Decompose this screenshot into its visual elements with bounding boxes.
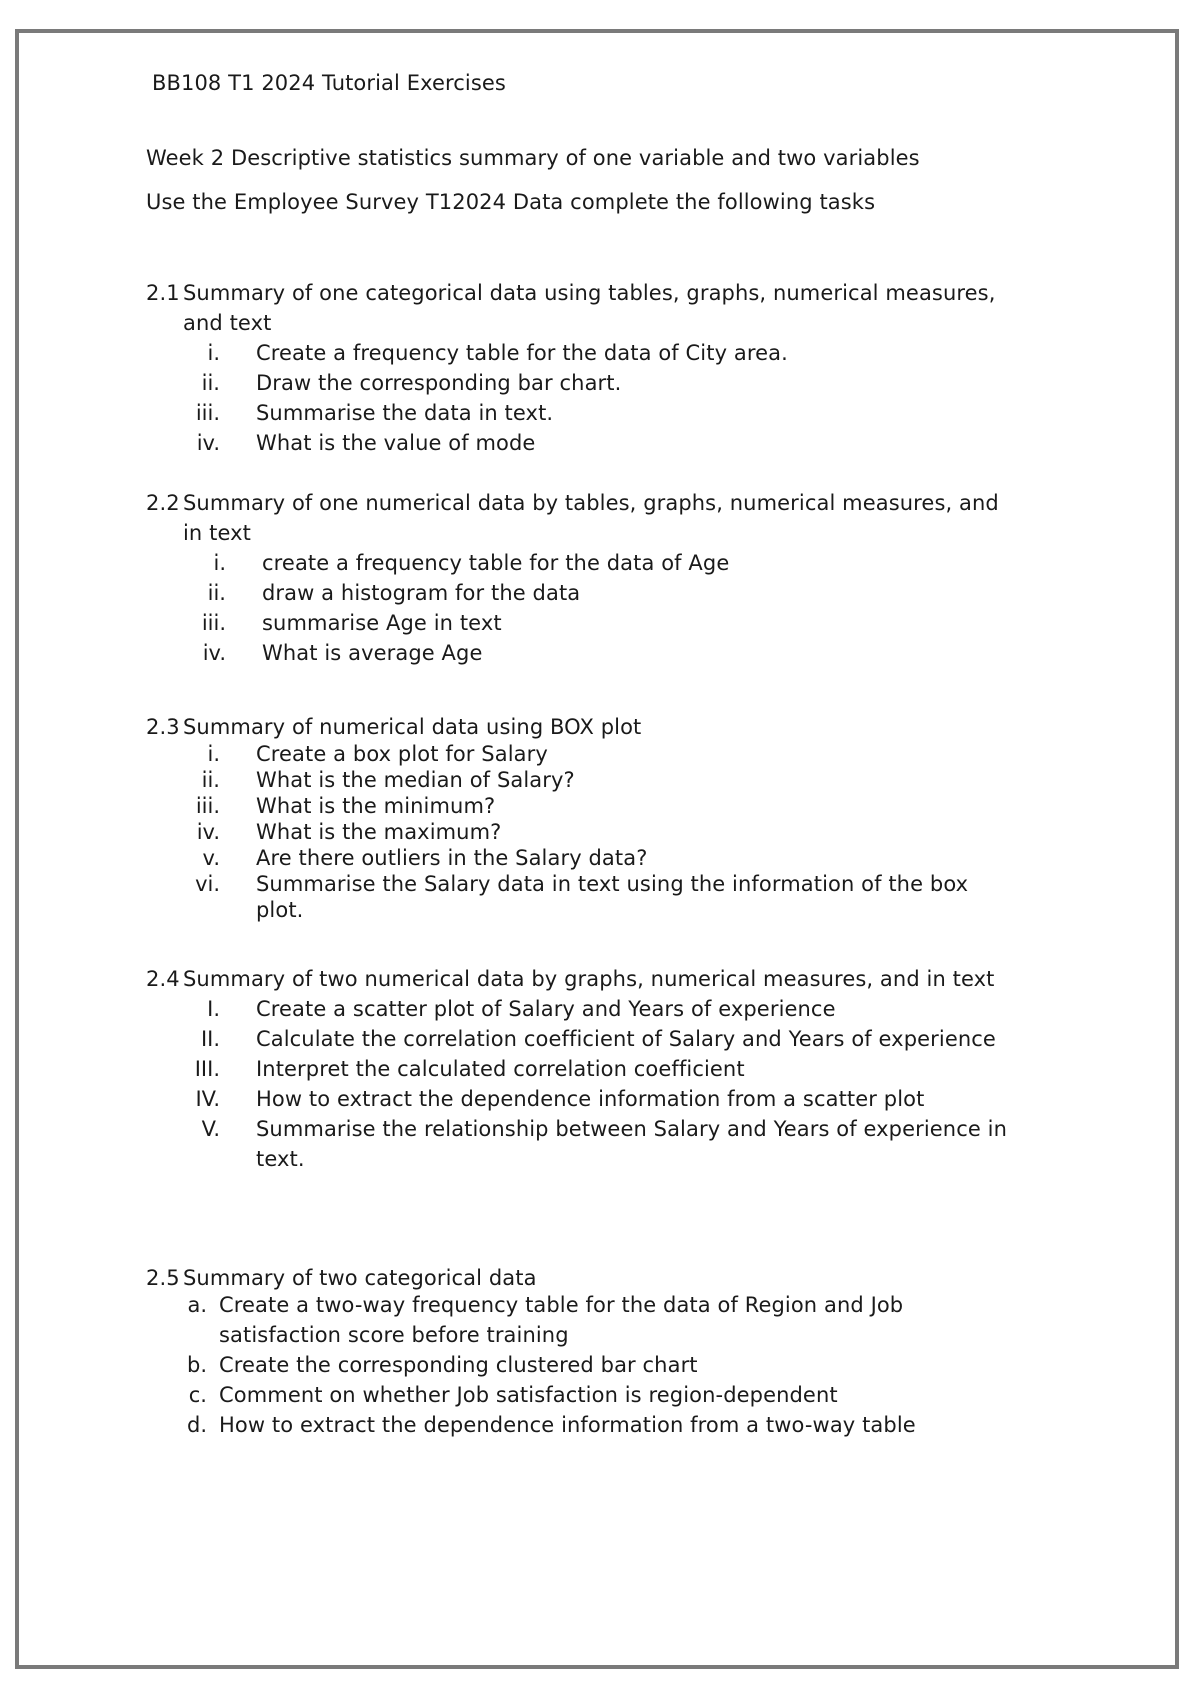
list-item: create a frequency table for the data of Age: [262, 551, 730, 575]
list-item-cont: satisfaction score before training: [219, 1323, 569, 1347]
list-marker: d.: [186, 1413, 207, 1437]
list-item: draw a histogram for the data: [262, 581, 581, 605]
list-item: Calculate the correlation coefficient of Salary and Years of experience: [256, 1027, 996, 1051]
list-item: Create a scatter plot of Salary and Years of experience: [256, 997, 836, 1021]
list-marker: iv.: [202, 641, 226, 665]
section-heading-cont: and text: [183, 311, 272, 335]
list-item: Comment on whether Job satisfaction is region-dependent: [219, 1383, 838, 1407]
list-marker: v.: [202, 846, 220, 870]
section-heading: Summary of one numerical data by tables, graphs, numerical measures, and: [183, 491, 999, 515]
list-marker: i.: [207, 341, 220, 365]
list-marker: IV.: [195, 1087, 220, 1111]
list-item: Create the corresponding clustered bar chart: [219, 1353, 698, 1377]
list-marker: vi.: [195, 872, 220, 896]
list-marker: iii.: [195, 401, 220, 425]
instruction-text: Use the Employee Survey T12024 Data complete the following tasks: [146, 190, 876, 214]
list-item: What is the value of mode: [256, 431, 536, 455]
section-number: 2.1: [146, 281, 180, 305]
list-item: Are there outliers in the Salary data?: [256, 846, 648, 870]
document-title: BB108 T1 2024 Tutorial Exercises: [152, 71, 506, 95]
section-number: 2.3: [146, 715, 180, 739]
list-marker: III.: [194, 1057, 220, 1081]
list-item: Create a two-way frequency table for the data of Region and Job: [219, 1293, 904, 1317]
list-marker: ii.: [207, 581, 226, 605]
list-item-cont: plot.: [256, 898, 304, 922]
week-heading: Week 2 Descriptive statistics summary of one variable and two variables: [146, 146, 920, 170]
list-item: How to extract the dependence information from a scatter plot: [256, 1087, 925, 1111]
list-item: Summarise the Salary data in text using the information of the box: [256, 872, 969, 896]
list-item: Interpret the calculated correlation coefficient: [256, 1057, 745, 1081]
section-heading-cont: in text: [183, 521, 251, 545]
section-number: 2.5: [146, 1266, 180, 1290]
list-marker: I.: [207, 997, 220, 1021]
section-number: 2.2: [146, 491, 180, 515]
list-marker: b.: [186, 1353, 207, 1377]
section-heading: Summary of one categorical data using tables, graphs, numerical measures,: [183, 281, 996, 305]
list-marker: a.: [187, 1293, 207, 1317]
list-marker: ii.: [201, 768, 220, 792]
list-item: What is the maximum?: [256, 820, 502, 844]
list-item: What is the median of Salary?: [256, 768, 575, 792]
list-marker: c.: [188, 1383, 207, 1407]
list-marker: iii.: [195, 794, 220, 818]
list-item: How to extract the dependence information from a two-way table: [219, 1413, 916, 1437]
section-heading: Summary of two numerical data by graphs, numerical measures, and in text: [183, 967, 995, 991]
list-item: Draw the corresponding bar chart.: [256, 371, 622, 395]
list-marker: i.: [207, 742, 220, 766]
list-marker: ii.: [201, 371, 220, 395]
list-item: Summarise the relationship between Salary and Years of experience in: [256, 1117, 1007, 1141]
list-marker: iv.: [196, 820, 220, 844]
list-item-cont: text.: [256, 1147, 305, 1171]
list-marker: iv.: [196, 431, 220, 455]
section-heading: Summary of two categorical data: [183, 1266, 537, 1290]
list-item: Summarise the data in text.: [256, 401, 554, 425]
list-marker: i.: [213, 551, 226, 575]
section-heading: Summary of numerical data using BOX plot: [183, 715, 642, 739]
list-item: Create a frequency table for the data of City area.: [256, 341, 788, 365]
list-item: Create a box plot for Salary: [256, 742, 548, 766]
list-item: What is average Age: [262, 641, 483, 665]
list-item: What is the minimum?: [256, 794, 496, 818]
section-number: 2.4: [146, 967, 180, 991]
list-marker: V.: [201, 1117, 220, 1141]
list-item: summarise Age in text: [262, 611, 502, 635]
list-marker: II.: [200, 1027, 220, 1051]
list-marker: iii.: [201, 611, 226, 635]
